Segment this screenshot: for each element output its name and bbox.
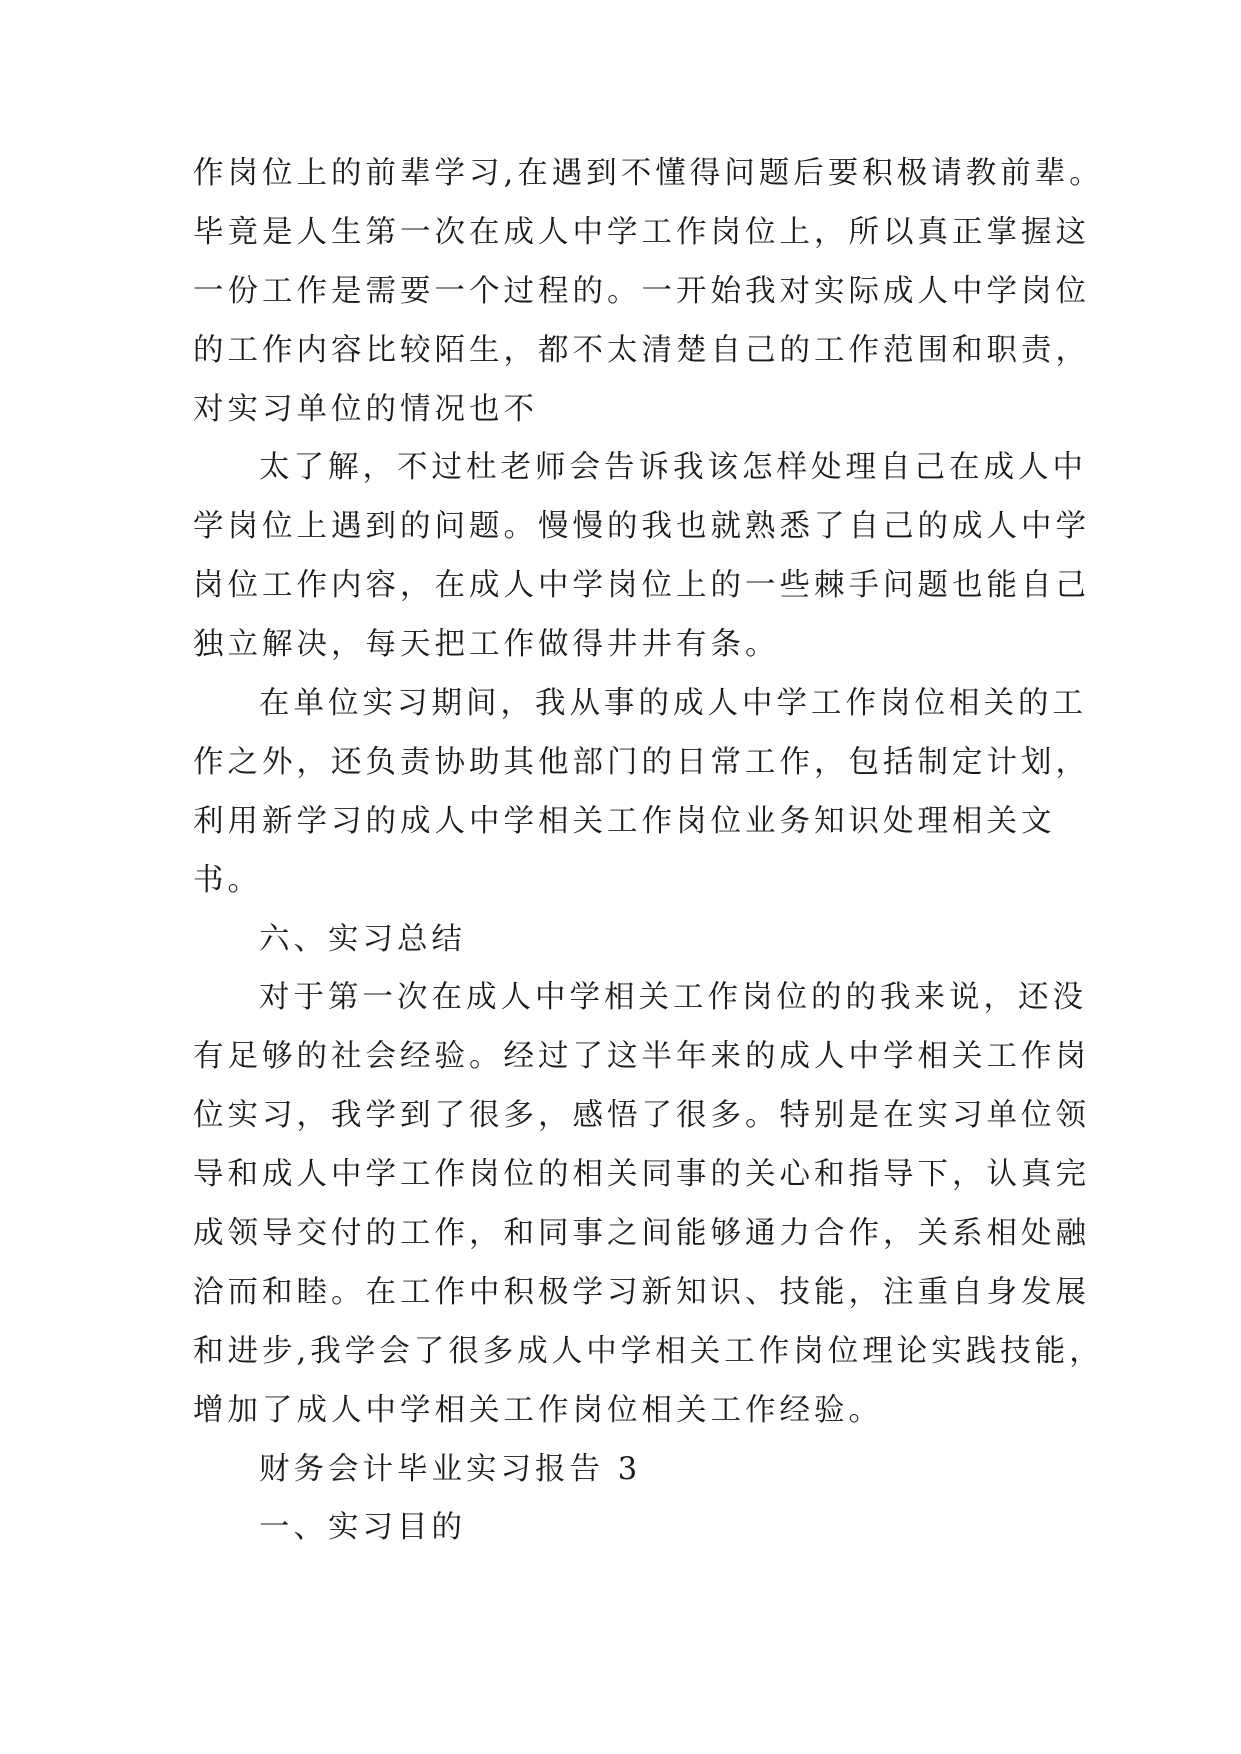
text-line: 对实习单位的情况也不 [193, 391, 538, 427]
text-line: 作之外，还负责协助其他部门的日常工作，包括制定计划， [193, 744, 1090, 780]
text-line: 洽而和睦。在工作中积极学习新知识、技能，注重自身发展 [193, 1274, 1090, 1310]
text-line: 导和成人中学工作岗位的相关同事的关心和指导下，认真完 [193, 1157, 1090, 1193]
text-line: 财务会计毕业实习报告 3 [259, 1451, 642, 1487]
text-line: 在单位实习期间，我从事的成人中学工作岗位相关的工 [259, 686, 1087, 722]
text-line: 利用新学习的成人中学相关工作岗位业务知识处理相关文 [193, 803, 1056, 839]
text-line: 和进步,我学会了很多成人中学相关工作岗位理论实践技能， [193, 1333, 1104, 1369]
text-line: 一、实习目的 [259, 1510, 466, 1546]
document-body [193, 145, 1113, 1558]
text-line: 成领导交付的工作，和同事之间能够通力合作，关系相处融 [193, 1216, 1090, 1252]
text-line: 对于第一次在成人中学相关工作岗位的的我来说，还没 [259, 980, 1087, 1016]
text-line: 增加了成人中学相关工作岗位相关工作经验。 [193, 1392, 883, 1428]
text-line: 位实习，我学到了很多，感悟了很多。特别是在实习单位领 [193, 1098, 1090, 1134]
text-line: 独立解决，每天把工作做得井井有条。 [193, 627, 780, 663]
text-line: 毕竟是人生第一次在成人中学工作岗位上，所以真正掌握这 [193, 214, 1090, 250]
text-line: 书。 [193, 862, 262, 898]
text-line: 六、实习总结 [259, 921, 466, 957]
text-line: 学岗位上遇到的问题。慢慢的我也就熟悉了自己的成人中学 [193, 509, 1090, 545]
text-line: 太了解，不过杜老师会告诉我该怎样处理自己在成人中 [259, 450, 1087, 486]
text-line: 的工作内容比较陌生，都不太清楚自己的工作范围和职责， [193, 332, 1090, 368]
text-line: 岗位工作内容，在成人中学岗位上的一些棘手问题也能自己 [193, 568, 1090, 604]
text-line: 一份工作是需要一个过程的。一开始我对实际成人中学岗位 [193, 273, 1090, 309]
text-line: 作岗位上的前辈学习,在遇到不懂得问题后要积极请教前辈。 [193, 156, 1104, 191]
text-line: 有足够的社会经验。经过了这半年来的成人中学相关工作岗 [193, 1039, 1090, 1075]
